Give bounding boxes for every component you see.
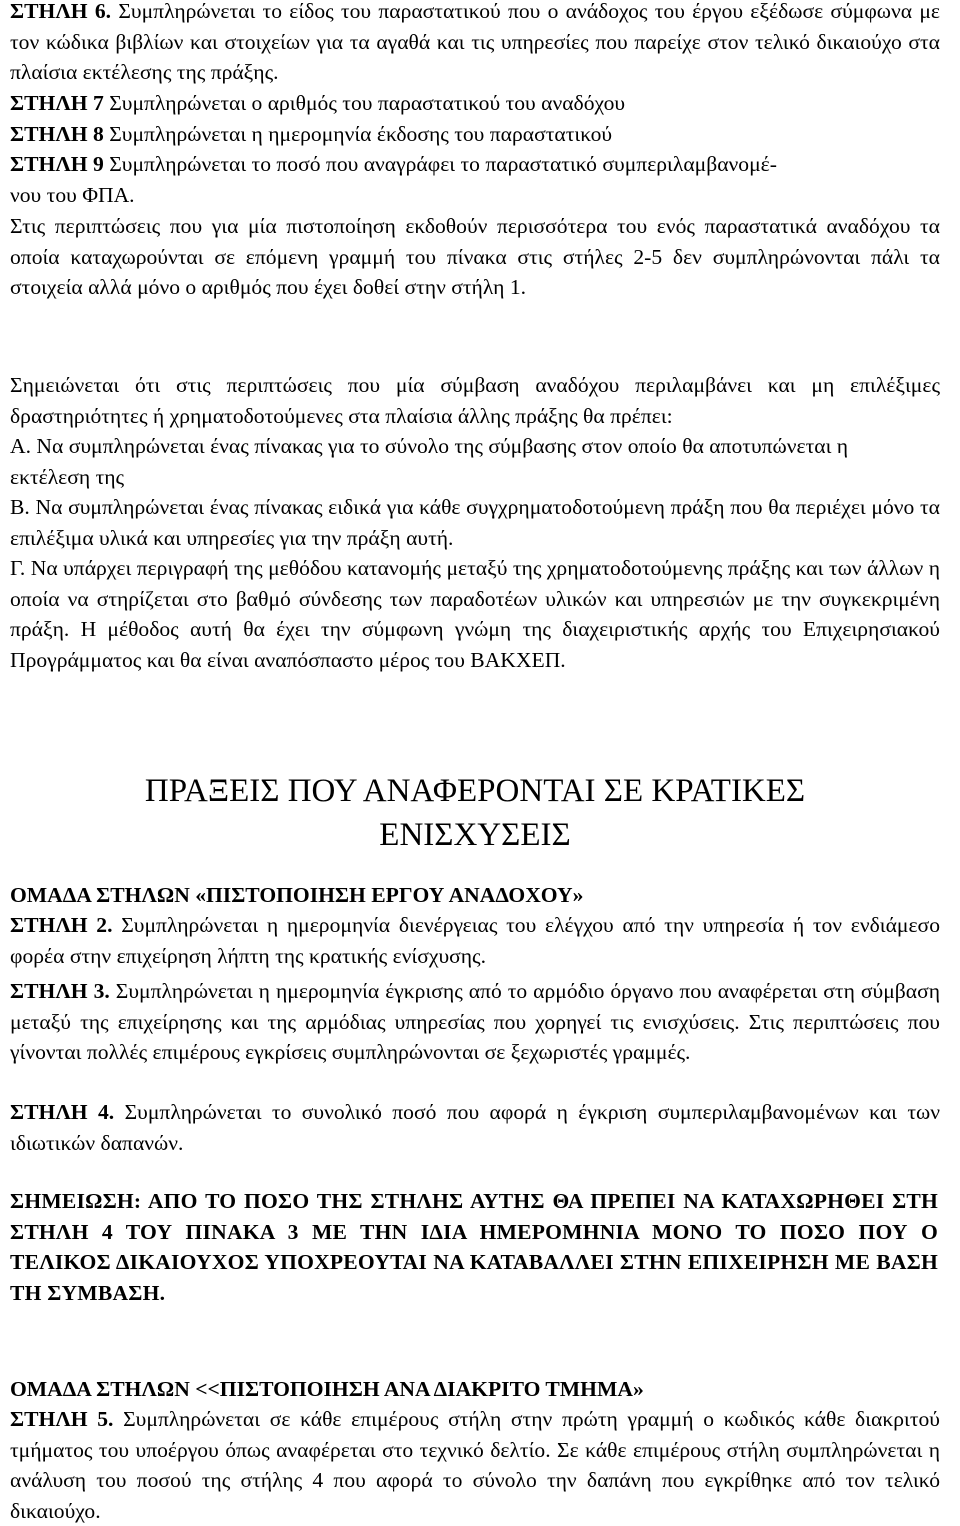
column-7-text: Συμπληρώνεται ο αριθμός του παραστατικού του αναδόχου (103, 91, 626, 115)
item-b-paragraph: Β. Να συμπληρώνεται ένας πίνακας ειδικά για κάθε συγχρηματοδοτούμενη πράξη που θα περιέχει μόνο τα επιλέξιμα υλικά και υπηρεσίες για την πράξη αυτή. (10, 495, 940, 550)
column-6-text: Συμπληρώνεται το είδος του παραστατικού που ο ανάδοχος του έργου εξέδωσε σύμφωνα με τον κώδικα βιβλίων και στοιχείων για τα αγαθά και τις υπηρεσίες που παρείχε στον τελικό δικαιούχο στα πλαίσια εκτέλεσης της πράξης. (10, 0, 941, 85)
column-9-continuation (10, 180, 940, 211)
column-2-label: ΣΤΗΛΗ 2. (10, 913, 113, 937)
item-a-paragraph: Α. Να συμπληρώνεται ένας πίνακας για το σύνολο της σύμβασης στον οποίο θα αποτυπώνεται η εκτέλεση της (10, 434, 849, 489)
column-8-text: Συμπληρώνεται η ημερομηνία έκδοσης του παραστατικού (103, 122, 613, 146)
column-9-label: ΣΤΗΛΗ 9 (10, 152, 104, 176)
column-4-paragraph (10, 1097, 940, 1158)
group-2-heading: ΟΜΑΔΑ ΣΤΗΛΩΝ <<ΠΙΣΤΟΠΟΙΗΣΗ ΑΝΑ ΔΙΑΚΡΙΤΟ ΤΜΗΜΑ» (10, 1377, 644, 1401)
column-9-text-continuation: νου του ΦΠΑ. (10, 183, 135, 207)
column-7-label: ΣΤΗΛΗ 7 (10, 91, 104, 115)
column-8-label: ΣΤΗΛΗ 8 (10, 122, 104, 146)
section-title-line-1: ΠΡΑΞΕΙΣ ΠΟΥ ΑΝΑΦΕΡΟΝΤΑΙ ΣΕ ΚΡΑΤΙΚΕΣ (144, 773, 806, 809)
note-intro-paragraph: Σημειώνεται ότι στις περιπτώσεις που μία σύμβαση αναδόχου περιλαμβάνει και μη επιλέξιμες δραστηριότητες ή χρηματοδοτούμενες στα πλαίσια άλλης πράξης θα πρέπει: (10, 373, 940, 428)
column-6-paragraph (10, 0, 940, 88)
group-1-heading: ΟΜΑΔΑ ΣΤΗΛΩΝ «ΠΙΣΤΟΠΟΙΗΣΗ ΕΡΓΟΥ ΑΝΑΔΟΧΟΥ» (10, 883, 584, 907)
column-2-paragraph (10, 910, 940, 971)
column-3-label: ΣΤΗΛΗ 3. (10, 979, 110, 1003)
column-2-text: Συμπληρώνεται η ημερομηνία διενέργειας του ελέγχου από την υπηρεσία ή τον ενδιάμεσο φορέα στην επιχείρηση λήπτη της κρατικής ενίσχυσης. (10, 913, 940, 968)
column-5-text: Συμπληρώνεται σε κάθε επιμέρους στήλη στην πρώτη γραμμή ο κωδικός κάθε διακριτού τμήματος του υποέργου όπως αναφέρεται στο τεχνικό δελτίο. Σε κάθε επιμέρους στήλη συμπληρώνεται η ανάλυση του ποσού της στήλης 4 που αφορά το σύνολο την δαπάνη που εγκρίθηκε από τον τελικό δικαιούχο. (10, 1407, 940, 1523)
multi-invoice-paragraph: Στις περιπτώσεις που για μία πιστοποίηση εκδοθούν περισσότερα του ενός παραστατικά αναδόχου τα οποία καταχωρούνται σε επόμενη γραμμή του πίνακα στις στήλες 2-5 δεν συμπληρώνονται πάλι τα στοιχεία αλλά μόνο ο αριθμός που έχει δοθεί στην στήλη 1. (10, 214, 940, 300)
item-c-paragraph: Γ. Να υπάρχει περιγραφή της μεθόδου κατανομής μεταξύ της χρηματοδοτούμενης πράξης και των άλλων η οποία να στηρίζεται στο βαθμό σύνδεσης των παραδοτέων υλικών και υπηρεσιών με την συγκεκριμένη πράξη. Η μέθοδος αυτή θα έχει την σύμφωνη γνώμη της διαχειριστικής αρχής του Επιχειρησιακού Προγράμματος και θα είναι αναπόσπαστο μέρος του ΒΑΚΧΕΠ. (10, 556, 940, 672)
column-9-paragraph (10, 149, 940, 180)
column-5-paragraph (10, 1404, 940, 1526)
column-4-label: ΣΤΗΛΗ 4. (10, 1100, 115, 1124)
column-3-text: Συμπληρώνεται η ημερομηνία έγκρισης από το αρμόδιο όργανο που αναφέρεται στη σύμβαση μεταξύ της επιχείρησης και της αρμόδιας υπηρεσίας που χορηγεί τις ενισχύσεις. Στις περιπτώσεις που γίνονται πολλές επιμέρους εγκρίσεις συμπληρώνονται σε ξεχωριστές γραμμές. (10, 979, 941, 1065)
column-8-paragraph (10, 119, 940, 150)
section-title-line-2: ΕΝΙΣΧΥΣΕΙΣ (379, 817, 571, 853)
column-6-label: ΣΤΗΛΗ 6. (10, 0, 112, 23)
column-7-paragraph (10, 88, 940, 119)
column-4-text: Συμπληρώνεται το συνολικό ποσό που αφορά η έγκριση συμπεριλαμβανομένων και των ιδιωτικών δαπανών. (10, 1100, 941, 1155)
column-5-label: ΣΤΗΛΗ 5. (10, 1407, 114, 1431)
column-9-text: Συμπληρώνεται το ποσό που αναγράφει το παραστατικό συμπεριλαμβανομέ- (103, 152, 777, 176)
bold-note-paragraph: ΣΗΜΕΙΩΣΗ: ΑΠΟ ΤΟ ΠΟΣΟ ΤΗΣ ΣΤΗΛΗΣ ΑΥΤΗΣ ΘΑ ΠΡΕΠΕΙ ΝΑ ΚΑΤΑΧΩΡΗΘΕΙ ΣΤΗ ΣΤΗΛΗ 4 ΤΟΥ ΠΙΝΑΚΑ 3 ΜΕ ΤΗΝ ΙΔΙΑ ΗΜΕΡΟΜΗΝΙΑ ΜΟΝΟ ΤΟ ΠΟΣΟ ΠΟΥ Ο ΤΕΛΙΚΟΣ ΔΙΚΑΙΟΥΧΟΣ ΥΠΟΧΡΕΟΥΤΑΙ ΝΑ ΚΑΤΑΒΑΛΛΕΙ ΣΤΗΝ ΕΠΙΧΕΙΡΗΣΗ ΜΕ ΒΑΣΗ ΤΗ ΣΥΜΒΑΣΗ. (10, 1189, 938, 1305)
column-3-paragraph (10, 976, 940, 1068)
